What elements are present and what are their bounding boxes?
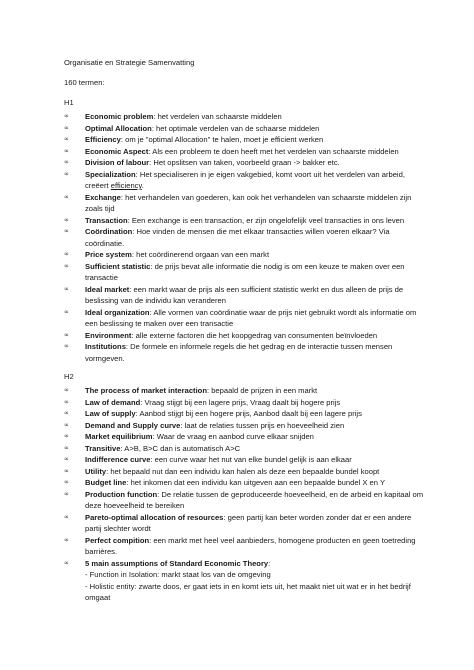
term-name: Pareto-optimal allocation of resources xyxy=(85,512,224,522)
list-item xyxy=(64,385,424,397)
term-name: Production function xyxy=(85,489,158,499)
bullet-icon: ∝ xyxy=(64,113,70,120)
list-item xyxy=(64,111,424,123)
list-item xyxy=(64,341,424,364)
term-definition: : bepaald de prijzen in een markt xyxy=(206,386,318,395)
bullet-icon: ∝ xyxy=(64,536,70,544)
bullet-icon: ∝ xyxy=(64,170,70,178)
list-item xyxy=(64,431,424,443)
list-item xyxy=(64,535,424,558)
list-item xyxy=(64,284,424,307)
list-item xyxy=(64,512,424,535)
section-heading-h2: H2 xyxy=(64,372,74,381)
list-item xyxy=(64,443,424,455)
term-definition: : A>B, B>C dan is automatisch A>C xyxy=(120,443,241,453)
term-name: Law of demand xyxy=(85,397,141,407)
list-item xyxy=(64,489,424,512)
term-definition: : Als een probleem te doen heeft met het verdelen van schaarste middelen xyxy=(148,146,399,156)
term-name: Utility xyxy=(85,466,107,476)
list-item xyxy=(64,169,424,192)
term-definition: : Hoe vinden de mensen die met elkaar transacties willen voeren elkaar? Via coördinatie. xyxy=(85,227,390,248)
term-name: Economic problem xyxy=(85,112,154,121)
list-item xyxy=(64,226,424,249)
term-name: Institutions xyxy=(85,342,126,351)
list-item xyxy=(64,307,424,330)
bullet-icon: ∝ xyxy=(64,387,70,394)
term-name: Coördination xyxy=(85,227,133,236)
term-name: Transitive xyxy=(85,443,121,453)
term-name: Transaction xyxy=(85,215,128,225)
term-list-h1 xyxy=(64,111,424,364)
list-item xyxy=(64,466,424,478)
term-name: Division of labour xyxy=(85,158,150,167)
list-item xyxy=(64,330,424,342)
term-definition: : het verdelen van schaarste middelen xyxy=(153,112,282,121)
list-item xyxy=(64,397,424,409)
list-item xyxy=(64,477,424,489)
bullet-icon: ∝ xyxy=(64,262,70,270)
term-name: Economic Aspect xyxy=(85,146,149,156)
term-definition: : om je "optimal Allocation" te halen, moet je efficient werken xyxy=(120,135,324,144)
term-definition: : alle externe factoren die het koopgedrag van consumenten beïnvloeden xyxy=(131,330,378,340)
list-item xyxy=(64,215,424,227)
term-definition: : een curve waar het nut van elke bundel gelijk is aan elkaar xyxy=(150,455,352,464)
term-definition: : xyxy=(268,558,271,568)
bullet-icon: ∝ xyxy=(64,444,70,452)
document-title: Organisatie en Strategie Samenvatting xyxy=(64,58,195,67)
bullet-icon: ∝ xyxy=(64,398,70,406)
bullet-icon: ∝ xyxy=(64,193,70,201)
bullet-icon: ∝ xyxy=(64,410,70,417)
bullet-icon: ∝ xyxy=(64,433,70,440)
term-definition: : het verhandelen van goederen, kan ook het verhandelen van schaarste middelen zijn zoals tijd xyxy=(85,192,412,213)
bullet-icon: ∝ xyxy=(64,216,70,224)
term-definition: : Een exchange is een transaction, er zijn ongelofelijk veel transacties in ons leven xyxy=(127,215,405,225)
bullet-icon: ∝ xyxy=(64,136,70,143)
term-name: The process of market interaction xyxy=(85,386,207,395)
term-count: 160 termen: xyxy=(64,78,105,87)
list-item xyxy=(64,157,424,169)
term-definition: : het optimale verdelen van de schaarse middelen xyxy=(151,123,320,133)
term-definition: : Waar de vraag en aanbod curve elkaar snijden xyxy=(152,432,314,441)
list-item xyxy=(64,261,424,284)
term-name: Budget line xyxy=(85,478,127,487)
term-definition: : laat de relaties tussen prijs en hoeveelheid zien xyxy=(180,420,345,430)
bullet-icon: ∝ xyxy=(64,490,70,498)
list-item xyxy=(64,249,424,261)
bullet-icon: ∝ xyxy=(64,251,70,258)
term-name: Ideal organization xyxy=(85,307,150,317)
term-definition: : de prijs bevat alle informatie die nodig is om een keuze te maken over een transactie xyxy=(85,261,405,282)
term-name: Exchange xyxy=(85,192,121,202)
term-name: Indifference curve xyxy=(85,455,151,464)
list-item xyxy=(64,123,424,135)
list-item xyxy=(64,134,424,146)
list-item xyxy=(64,192,424,215)
bullet-icon: ∝ xyxy=(64,228,70,235)
list-item xyxy=(64,454,424,466)
list-item xyxy=(64,146,424,158)
term-definition: : Aanbod stijgt bij een hogere prijs, Aanbod daalt bij een lagere prijs xyxy=(135,409,362,418)
term-name: Price system xyxy=(85,250,132,259)
term-name: Law of supply xyxy=(85,409,136,418)
term-name: Optimal Allocation xyxy=(85,123,152,133)
sub-item: - Holistic entity: zwarte doos, er gaat iets in en komt iets uit, het maakt niet uit wat er in het bedrijf omgaat xyxy=(85,581,411,602)
term-name: Ideal market xyxy=(85,284,130,294)
term-name: Sufficient statistic xyxy=(85,261,151,271)
bullet-icon: ∝ xyxy=(64,147,70,155)
term-definition: : De relatie tussen de geproduceerde hoeveelheid, en de arbeid en kapitaal om deze hoeveelheid te bereiken xyxy=(85,489,424,510)
term-definition: : De formele en informele regels die het gedrag en de interactie tussen mensen vormgeven. xyxy=(85,342,393,363)
bullet-icon: ∝ xyxy=(64,331,70,339)
term-definition: : Alle vormen van coördinatie waar de prijs niet gebruikt wordt als informatie om een beslissing te maken over een transactie xyxy=(85,307,417,328)
term-name: Demand and Supply curve xyxy=(85,420,181,430)
term-definition: : het inkomen dat een individu kan uitgeven aan een bepaalde bundel X en Y xyxy=(126,478,386,487)
section-heading-h1: H1 xyxy=(64,98,74,107)
term-definition-tail: . xyxy=(141,181,144,190)
term-name: Specialization xyxy=(85,169,136,179)
term-name: Environment xyxy=(85,330,132,340)
bullet-icon: ∝ xyxy=(64,308,70,316)
term-definition: : een markt met heel veel aanbieders, homogene producten en geen toetreding barrières. xyxy=(85,535,416,556)
list-item xyxy=(64,420,424,432)
list-item xyxy=(64,408,424,420)
term-definition: : geen partij kan beter worden zonder dat er een andere partij slechter wordt xyxy=(85,512,412,533)
bullet-icon: ∝ xyxy=(64,159,70,166)
term-name: Market equilibrium xyxy=(85,432,153,441)
bullet-icon: ∝ xyxy=(64,467,70,475)
term-name: Efficiency xyxy=(85,135,121,144)
bullet-icon: ∝ xyxy=(64,513,70,521)
term-definition: : Het opslitsen van taken, voorbeeld graan -> bakker etc. xyxy=(149,158,340,167)
bullet-icon: ∝ xyxy=(64,421,70,429)
term-name: 5 main assumptions of Standard Economic Theory xyxy=(85,558,269,568)
bullet-icon: ∝ xyxy=(64,124,70,132)
sub-item: - Function in Isolation: markt staat los van de omgeving xyxy=(85,570,271,579)
bullet-icon: ∝ xyxy=(64,343,70,350)
term-definition: : Het specialiseren in je eigen vakgebied, komt voort uit het verdelen van arbeid, creëert xyxy=(85,169,405,190)
term-list-h2 xyxy=(64,385,424,604)
term-definition: : het bepaald nut dan een individu kan halen als deze een bepaalde bundel koopt xyxy=(106,466,380,476)
term-name: Perfect compition xyxy=(85,535,150,545)
term-definition: : Vraag stijgt bij een lagere prijs, Vraag daalt bij hogere prijs xyxy=(140,397,341,407)
term-definition: : een markt waar de prijs als een sufficient statistic werkt en dus alleen de prijs de beslissing van de individu kan veranderen xyxy=(85,284,404,305)
bullet-icon: ∝ xyxy=(64,456,70,463)
bullet-icon: ∝ xyxy=(64,479,70,486)
term-definition: : het coördinerend orgaan van een markt xyxy=(131,250,270,259)
bullet-icon: ∝ xyxy=(64,285,70,293)
underlined-word: efficiency xyxy=(110,181,142,190)
list-item xyxy=(64,558,424,570)
bullet-icon: ∝ xyxy=(64,559,70,567)
